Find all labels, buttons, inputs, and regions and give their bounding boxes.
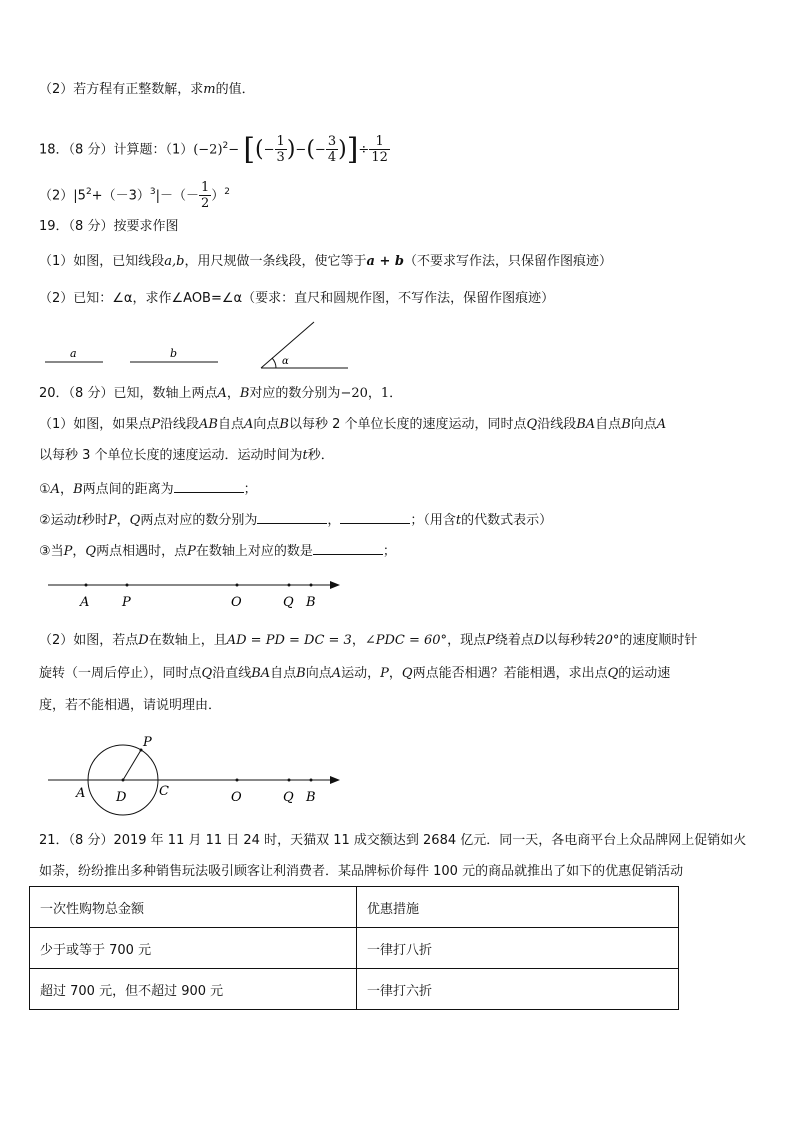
label-q: Q bbox=[283, 595, 294, 610]
label-a: A bbox=[80, 595, 90, 610]
q20-sub1: ①A，B两点间的距离为 ； bbox=[39, 479, 257, 499]
q20-sub2: ②运动t秒时P，Q两点对应的数分别为 ， ；（用含t的代数式表示） bbox=[39, 510, 552, 530]
q20-number-line-1 bbox=[48, 581, 340, 610]
table-cell: 少于或等于 700 元 bbox=[30, 928, 357, 969]
fraction-3-4: $\frac{3}{4}$ bbox=[327, 134, 337, 166]
point-b bbox=[310, 779, 313, 782]
q20-part2-line2: 旋转（一周后停止），同时点Q沿直线BA自点B向点A运动，P，Q两点能否相遇？若能相遇，求出点Q的运动速 bbox=[39, 666, 671, 681]
label-o: O bbox=[231, 790, 242, 805]
fraction-1-12: $\frac{1}{12}$ bbox=[371, 134, 388, 166]
q19-figure bbox=[45, 322, 348, 368]
q21-line2: 如荼，纷纷推出多种销售玩法吸引顾客让利消费者．某品牌标价每件 100 元的商品就推出了如下的优惠促销活动 bbox=[39, 864, 684, 879]
q20-number-line-2 bbox=[48, 735, 340, 815]
q18-part1: 18．（8 分）计算题：$(1)(-2)^2-$ [(− $\frac{1}{3}$ )−(− $\frac{3}{4}$ )]÷ $\frac{1}{12}$ bbox=[39, 131, 388, 167]
q20-part1-line1: （1）如图，如果点P沿线段AB自点A向点B以每秒 2 个单位长度的速度运动，同时点Q沿线段BA自点B向点A bbox=[39, 417, 667, 432]
q19-part2: （2）已知：∠α，求作∠AOB=∠α（要求：直尺和圆规作图，不写作法，保留作图痕迹） bbox=[39, 291, 555, 306]
q20-part1-line2: 以每秒 3 个单位长度的速度运动．运动时间为t秒． bbox=[39, 448, 334, 463]
point-q bbox=[288, 584, 291, 587]
q19-part1: （1）如图，已知线段a,b，用尺规做一条线段，使它等于a + b（不要求写作法，只保留作图痕迹） bbox=[39, 254, 612, 269]
q20-part2-line3: 度，若不能相遇，请说明理由． bbox=[39, 698, 222, 713]
fraction-1-3: $\frac{1}{3}$ bbox=[276, 134, 285, 166]
label-b: B bbox=[306, 595, 316, 610]
point-b bbox=[310, 584, 313, 587]
label-o: O bbox=[231, 595, 242, 610]
q18-part2: $(2)|5^2+(-3)^3|-(-$ $\frac{1}{2}$ ）$^2$ bbox=[39, 180, 230, 212]
q17-part2: （2）若方程有正整数解，求m的值． bbox=[39, 82, 255, 97]
segment-b-label: b bbox=[170, 347, 178, 360]
point-d bbox=[122, 779, 125, 782]
label-a: A bbox=[76, 786, 86, 801]
q19-heading: 19．（8 分）按要求作图 bbox=[39, 219, 179, 234]
table-header-cell: 一次性购物总金额 bbox=[30, 887, 357, 928]
label-p: P bbox=[122, 595, 131, 610]
label-d: D bbox=[116, 790, 127, 805]
axis-arrow bbox=[330, 776, 340, 784]
q20-heading: 20．（8 分）已知，数轴上两点A，B对应的数分别为−20，1． bbox=[39, 386, 403, 401]
angle-arc bbox=[272, 358, 276, 368]
label-q: Q bbox=[283, 790, 294, 805]
q20-sub3: ③当P，Q两点相遇时，点P在数轴上对应的数是 ； bbox=[39, 541, 396, 561]
table-cell: 一律打八折 bbox=[357, 928, 679, 969]
point-q bbox=[288, 779, 291, 782]
table-cell: 超过 700 元，但不超过 900 元 bbox=[30, 969, 357, 1010]
table-header-cell: 优惠措施 bbox=[357, 887, 679, 928]
point-a bbox=[85, 584, 88, 587]
q20-part2-line1: （2）如图，若点D在数轴上，且AD = PD = DC = 3，∠PDC = 60°，现点P绕着点D以每秒转20°的速度顺时针 bbox=[39, 633, 698, 648]
segment-dp bbox=[123, 750, 141, 780]
segment-a-label: a bbox=[70, 347, 77, 360]
label-p: P bbox=[143, 735, 152, 750]
point-p bbox=[126, 584, 129, 587]
table-cell: 一律打六折 bbox=[357, 969, 679, 1010]
q21-line1: 21．（8 分）2019 年 11 月 11 日 24 时，天猫双 11 成交额达到 2684 亿元．同一天，各电商平台上众品牌网上促销如火 bbox=[39, 833, 747, 848]
angle-alpha-label: α bbox=[282, 356, 289, 367]
label-c: C bbox=[159, 784, 169, 799]
point-o bbox=[236, 584, 239, 587]
fraction-1-2: $\frac{1}{2}$ bbox=[200, 180, 210, 212]
axis-arrow bbox=[330, 581, 340, 589]
label-b: B bbox=[306, 790, 316, 805]
point-o bbox=[236, 779, 239, 782]
